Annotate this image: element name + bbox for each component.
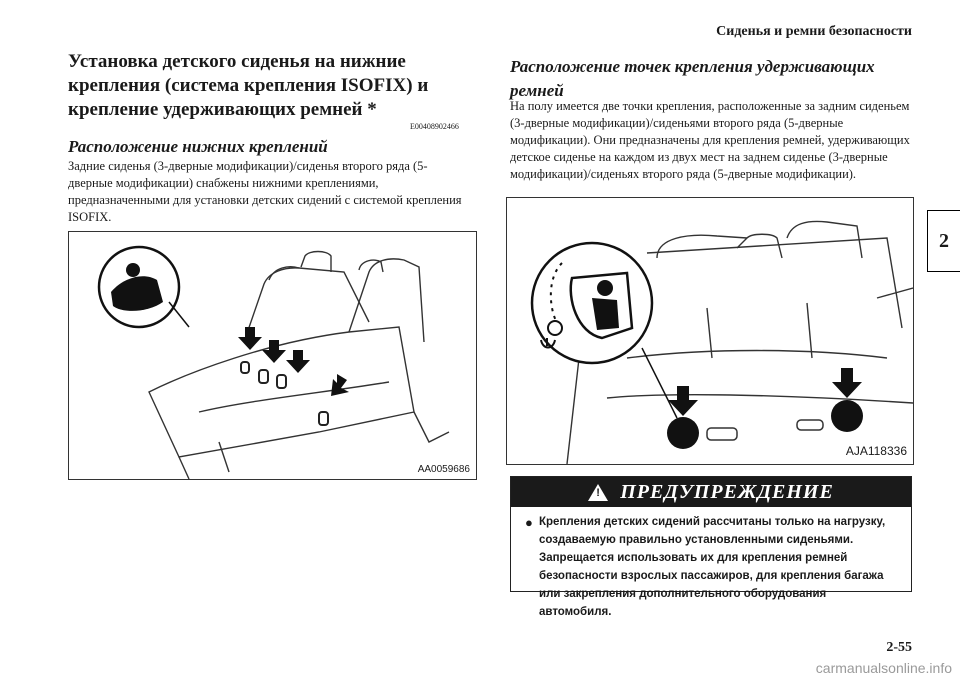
isofix-lower-anchors-illustration [68, 231, 477, 480]
illustration-code-left: AA0059686 [417, 464, 470, 475]
section-title: Сиденья и ремни безопасности [716, 24, 912, 39]
tether-anchor-points-illustration [506, 197, 914, 465]
page-number: 2-55 [886, 640, 912, 655]
watermark: carmanualsonline.info [815, 660, 952, 676]
warning-item [511, 507, 911, 621]
chapter-tab [927, 210, 960, 272]
lower-anchors-heading: Расположение нижних креплений [68, 137, 328, 156]
warning-triangle-icon [588, 484, 608, 501]
warning-box [510, 476, 912, 618]
chapter-number: 2 [939, 229, 949, 252]
warning-title: ПРЕДУПРЕЖДЕНИЕ [620, 480, 834, 503]
page-title: Установка детского сиденья на нижние крепления (система крепления ISOFIX) и крепление удерживающих ремней * [68, 51, 429, 120]
warning-header [511, 477, 911, 507]
tether-anchors-text: На полу имеется две точки крепления, расположенные за задним сиденьем (3-дверные модификации)/сиденьями второго ряда (5-дверные модификации). Они предназначены для крепления ремней, удерживающих детское сиденье на каждом из двух мест на заднем сиденье (3-дверные модификации)/сиденьях второго ряда (5-дверные модификации). [510, 99, 910, 181]
rear-seat-lower-anchors-drawing [69, 232, 476, 479]
document-code: E00408902466 [410, 122, 459, 131]
rear-floor-tether-anchors-drawing [507, 198, 913, 464]
bullet-icon: ● [525, 515, 533, 530]
tether-anchors-heading: Расположение точек крепления удерживающих ремней [510, 57, 875, 100]
illustration-code-right: AJA118336 [845, 444, 907, 458]
lower-anchors-text: Задние сиденья (3-дверные модификации)/сиденья второго ряда (5-дверные модификации) снабжены нижними креплениями, предназначенными для установки детских сидений с системой крепления ISOFIX. [68, 159, 462, 224]
warning-text: Крепления детских сидений рассчитаны только на нагрузку, создаваемую правильно установленными сиденьями. Запрещается использовать их для крепления ремней безопасности взрослых пассажиров, для крепления багажа или закрепления дополнительного оборудования автомобиля. [539, 516, 886, 618]
